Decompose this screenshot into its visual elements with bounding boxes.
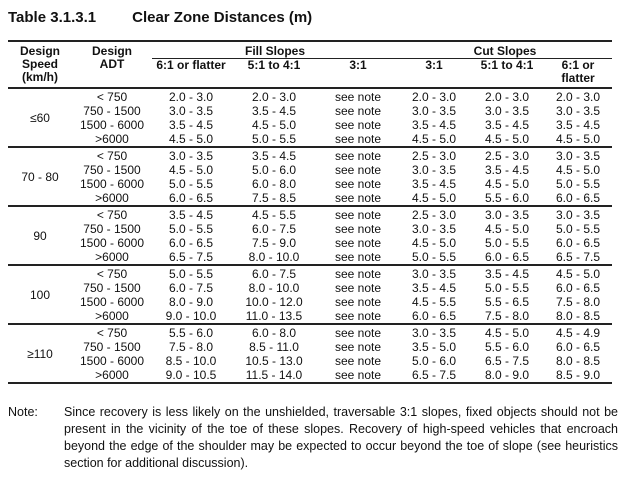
distance-cell: 5.0 - 5.5 — [168, 267, 214, 281]
table-row — [8, 236, 612, 250]
distance-cell: 5.0 - 5.5 — [556, 177, 601, 191]
distance-cell: 4.5 - 5.0 — [556, 267, 601, 281]
distance-cell: 7.5 - 8.0 — [168, 340, 214, 354]
distance-cell: 5.5 - 6.0 — [485, 340, 530, 354]
distance-cell: 3.5 - 4.5 — [485, 118, 530, 132]
distance-cell: see note — [334, 177, 382, 191]
distance-cell: see note — [334, 163, 382, 177]
table-row — [8, 118, 612, 132]
distance-cell: 5.5 - 6.5 — [485, 295, 530, 309]
distance-cell: 4.5 - 5.0 — [398, 191, 470, 206]
design-speed-cell: 70 - 80 — [8, 147, 72, 206]
distance-cell: 8.5 - 10.0 — [165, 354, 217, 368]
distance-cell: 2.5 - 3.0 — [412, 149, 457, 163]
distance-cell: 7.5 - 8.0 — [470, 309, 544, 324]
distance-cell: 8.0 - 9.0 — [168, 295, 214, 309]
distance-cell: 2.0 - 3.0 — [485, 90, 530, 104]
distance-cell: 2.5 - 3.0 — [485, 149, 530, 163]
distance-cell: 3.5 - 4.5 — [412, 118, 457, 132]
distance-cell: 4.5 - 5.0 — [168, 163, 214, 177]
distance-cell: 3.0 - 3.5 — [556, 149, 601, 163]
distance-cell: 2.5 - 3.0 — [412, 208, 457, 222]
distance-cell: 3.0 - 3.5 — [412, 326, 457, 340]
distance-cell: 2.0 - 3.0 — [412, 90, 457, 104]
header-cut-3to1: 3:1 — [425, 58, 443, 72]
adt-cell: >6000 — [72, 132, 152, 147]
distance-cell: 4.5 - 5.0 — [556, 163, 601, 177]
distance-cell: see note — [334, 340, 382, 354]
distance-cell: 5.0 - 6.0 — [412, 354, 457, 368]
table-header — [8, 41, 612, 88]
distance-cell: 4.5 - 5.0 — [485, 326, 530, 340]
distance-cell: 3.5 - 4.5 — [485, 267, 530, 281]
adt-cell: < 750 — [96, 326, 128, 340]
distance-cell: 5.0 - 5.5 — [485, 281, 530, 295]
distance-cell: 4.5 - 5.5 — [251, 208, 297, 222]
adt-cell: 1500 - 6000 — [79, 118, 145, 132]
distance-cell: see note — [334, 222, 382, 236]
distance-cell: 3.5 - 4.5 — [556, 118, 601, 132]
table-row — [8, 281, 612, 295]
distance-cell: 11.0 - 13.5 — [230, 309, 318, 324]
adt-cell: 750 - 1500 — [83, 222, 141, 236]
header-design-speed-line1: Design — [19, 44, 60, 58]
table-row — [8, 309, 612, 324]
distance-cell: 3.5 - 4.5 — [251, 104, 297, 118]
header-cut-5to4: 5:1 to 4:1 — [480, 58, 534, 72]
header-cut-6to1: 6:1 or flatter — [561, 58, 595, 85]
distance-cell: see note — [318, 250, 398, 265]
distance-cell: 8.0 - 9.0 — [485, 368, 530, 382]
distance-cell: see note — [334, 208, 382, 222]
header-design-speed-line2: Speed — [21, 57, 58, 71]
distance-cell: 6.0 - 6.5 — [152, 191, 230, 206]
distance-cell: 4.5 - 5.0 — [398, 132, 470, 147]
distance-cell: 3.5 - 4.5 — [168, 208, 214, 222]
adt-cell: < 750 — [96, 208, 128, 222]
distance-cell: 4.5 - 5.0 — [485, 222, 530, 236]
header-design-adt — [72, 41, 152, 88]
distance-cell: 2.0 - 3.0 — [168, 90, 214, 104]
distance-cell: see note — [318, 191, 398, 206]
distance-cell: 6.5 - 7.5 — [485, 354, 530, 368]
distance-cell: 3.5 - 4.5 — [168, 118, 214, 132]
table-caption: Clear Zone Distances (m) — [132, 9, 313, 26]
distance-cell: 3.0 - 3.5 — [412, 222, 457, 236]
distance-cell: 4.5 - 5.0 — [152, 132, 230, 147]
distance-cell: 5.0 - 5.5 — [556, 222, 601, 236]
distance-cell: 7.5 - 8.0 — [556, 295, 601, 309]
table-row — [8, 324, 612, 340]
distance-cell: 3.0 - 3.5 — [168, 149, 214, 163]
distance-cell: 6.0 - 6.5 — [556, 340, 601, 354]
distance-cell: 6.0 - 6.5 — [556, 281, 601, 295]
table-row — [8, 354, 612, 368]
note-label: Note: — [8, 405, 38, 419]
table-note — [8, 404, 618, 472]
table-row — [8, 163, 612, 177]
distance-cell: see note — [334, 281, 382, 295]
distance-cell: 4.5 - 5.0 — [470, 132, 544, 147]
distance-cell: 5.0 - 5.5 — [230, 132, 318, 147]
header-design-speed-line3: (km/h) — [22, 70, 58, 84]
distance-cell: 6.5 - 7.5 — [412, 368, 457, 382]
distance-cell: 3.0 - 3.5 — [485, 104, 530, 118]
distance-cell: 8.0 - 8.5 — [544, 309, 612, 324]
distance-cell: see note — [334, 149, 382, 163]
distance-cell: see note — [334, 267, 382, 281]
distance-cell: 8.5 - 11.0 — [249, 340, 299, 354]
adt-cell: >6000 — [72, 191, 152, 206]
distance-cell: 3.5 - 4.5 — [485, 163, 530, 177]
distance-cell: 3.0 - 3.5 — [412, 104, 457, 118]
distance-cell: 2.0 - 3.0 — [556, 90, 601, 104]
distance-cell: 2.0 - 3.0 — [251, 90, 297, 104]
header-fill-6to1: 6:1 or flatter — [156, 58, 226, 72]
adt-cell: 750 - 1500 — [83, 340, 141, 354]
header-design-adt-line2: ADT — [99, 57, 125, 71]
distance-cell: 3.5 - 4.5 — [412, 177, 457, 191]
table-row — [8, 295, 612, 309]
table-title — [8, 9, 312, 26]
distance-cell: 9.0 - 10.0 — [152, 309, 230, 324]
distance-cell: 4.5 - 4.9 — [556, 326, 601, 340]
table-row — [8, 132, 612, 147]
distance-cell: see note — [318, 309, 398, 324]
distance-cell: 8.0 - 10.0 — [230, 250, 318, 265]
distance-cell: see note — [334, 354, 382, 368]
distance-cell: 6.0 - 6.5 — [544, 191, 612, 206]
design-speed-cell: ≤60 — [8, 88, 72, 147]
distance-cell: 8.0 - 8.5 — [556, 354, 601, 368]
distance-cell: 6.0 - 6.5 — [168, 236, 214, 250]
distance-cell: 6.0 - 8.0 — [251, 177, 297, 191]
adt-cell: 1500 - 6000 — [79, 295, 145, 309]
distance-cell: see note — [318, 132, 398, 147]
distance-cell: 4.5 - 5.0 — [251, 118, 297, 132]
distance-cell: 3.0 - 3.5 — [412, 163, 457, 177]
distance-cell: see note — [334, 90, 382, 104]
table-row — [8, 147, 612, 163]
distance-cell: 7.5 - 8.5 — [230, 191, 318, 206]
distance-cell: 6.5 - 7.5 — [544, 250, 612, 265]
distance-cell: 6.5 - 7.5 — [152, 250, 230, 265]
distance-cell: 6.0 - 7.5 — [251, 267, 297, 281]
distance-cell: 6.0 - 6.5 — [398, 309, 470, 324]
distance-cell: see note — [334, 236, 382, 250]
table-row — [8, 177, 612, 191]
adt-cell: >6000 — [72, 309, 152, 324]
adt-cell: < 750 — [96, 267, 128, 281]
distance-cell: 11.5 - 14.0 — [245, 368, 303, 382]
distance-cell: see note — [334, 368, 382, 382]
distance-cell: 4.5 - 5.0 — [485, 177, 530, 191]
distance-cell: 3.0 - 3.5 — [168, 104, 214, 118]
adt-cell: < 750 — [96, 149, 128, 163]
distance-cell: 3.5 - 4.5 — [251, 149, 297, 163]
distance-cell: 5.5 - 6.0 — [168, 326, 214, 340]
adt-cell: 1500 - 6000 — [79, 177, 145, 191]
distance-cell: 6.0 - 7.5 — [168, 281, 214, 295]
distance-cell: 7.5 - 9.0 — [251, 236, 297, 250]
distance-cell: 3.0 - 3.5 — [412, 267, 457, 281]
adt-cell: 750 - 1500 — [83, 163, 141, 177]
table-row — [8, 104, 612, 118]
table-row — [8, 206, 612, 222]
distance-cell: 5.5 - 6.0 — [470, 191, 544, 206]
design-speed-cell: ≥110 — [27, 347, 53, 361]
distance-cell: see note — [334, 326, 382, 340]
header-cut-slopes: Cut Slopes — [398, 41, 612, 59]
distance-cell: 10.5 - 13.0 — [245, 354, 303, 368]
table-row — [8, 340, 612, 354]
distance-cell: 10.0 - 12.0 — [245, 295, 303, 309]
distance-cell: 6.0 - 7.5 — [251, 222, 297, 236]
distance-cell: 9.0 - 10.5 — [165, 368, 217, 382]
table-row — [8, 368, 612, 383]
distance-cell: see note — [334, 104, 382, 118]
distance-cell: 8.0 - 10.0 — [248, 281, 300, 295]
header-fill-5to4: 5:1 to 4:1 — [247, 58, 301, 72]
distance-cell: see note — [334, 295, 382, 309]
distance-cell: 8.5 - 9.0 — [556, 368, 601, 382]
adt-cell: 750 - 1500 — [83, 104, 141, 118]
adt-cell: 1500 - 6000 — [79, 354, 145, 368]
header-fill-3to1: 3:1 — [349, 58, 367, 72]
header-fill-slopes: Fill Slopes — [152, 41, 398, 59]
header-design-speed — [8, 41, 72, 88]
note-text: Since recovery is less likely on the unshielded, traversable 3:1 slopes, fixed objects should not be present in the vicinity of the toe of these slopes. Recovery of high-speed vehicles that encroach beyond the edge of the shoulder may be expected to occur beyond the toe of slope (see heuristics section for additional discussion). — [64, 405, 618, 470]
distance-cell: 3.0 - 3.5 — [556, 104, 601, 118]
distance-cell: 5.0 - 5.5 — [168, 177, 214, 191]
adt-cell: >6000 — [72, 250, 152, 265]
distance-cell: 6.0 - 6.5 — [470, 250, 544, 265]
distance-cell: 6.0 - 8.0 — [251, 326, 297, 340]
distance-cell: 5.0 - 5.5 — [168, 222, 214, 236]
design-speed-cell: 90 — [8, 206, 72, 265]
table-row — [8, 191, 612, 206]
table-number: Table 3.1.3.1 — [8, 9, 97, 26]
adt-cell: >6000 — [95, 368, 129, 382]
distance-cell: 5.0 - 6.0 — [251, 163, 297, 177]
distance-cell: 5.0 - 5.5 — [398, 250, 470, 265]
distance-cell: 6.0 - 6.5 — [556, 236, 601, 250]
distance-cell: 3.0 - 3.5 — [485, 208, 530, 222]
adt-cell: < 750 — [96, 90, 128, 104]
table-row — [8, 88, 612, 104]
distance-cell: see note — [334, 118, 382, 132]
distance-cell: 4.5 - 5.0 — [544, 132, 612, 147]
table-body — [8, 88, 612, 383]
distance-cell: 4.5 - 5.0 — [412, 236, 457, 250]
distance-cell: 3.5 - 4.5 — [412, 281, 457, 295]
design-speed-cell: 100 — [8, 265, 72, 324]
adt-cell: 750 - 1500 — [83, 281, 141, 295]
table-row — [8, 250, 612, 265]
distance-cell: 3.0 - 3.5 — [556, 208, 601, 222]
distance-cell: 4.5 - 5.5 — [412, 295, 457, 309]
table-row — [8, 265, 612, 281]
clear-zone-table — [8, 40, 612, 384]
distance-cell: 3.5 - 5.0 — [412, 340, 457, 354]
table-row — [8, 222, 612, 236]
adt-cell: 1500 - 6000 — [79, 236, 145, 250]
distance-cell: 5.0 - 5.5 — [485, 236, 530, 250]
header-design-adt-line1: Design — [91, 44, 132, 58]
